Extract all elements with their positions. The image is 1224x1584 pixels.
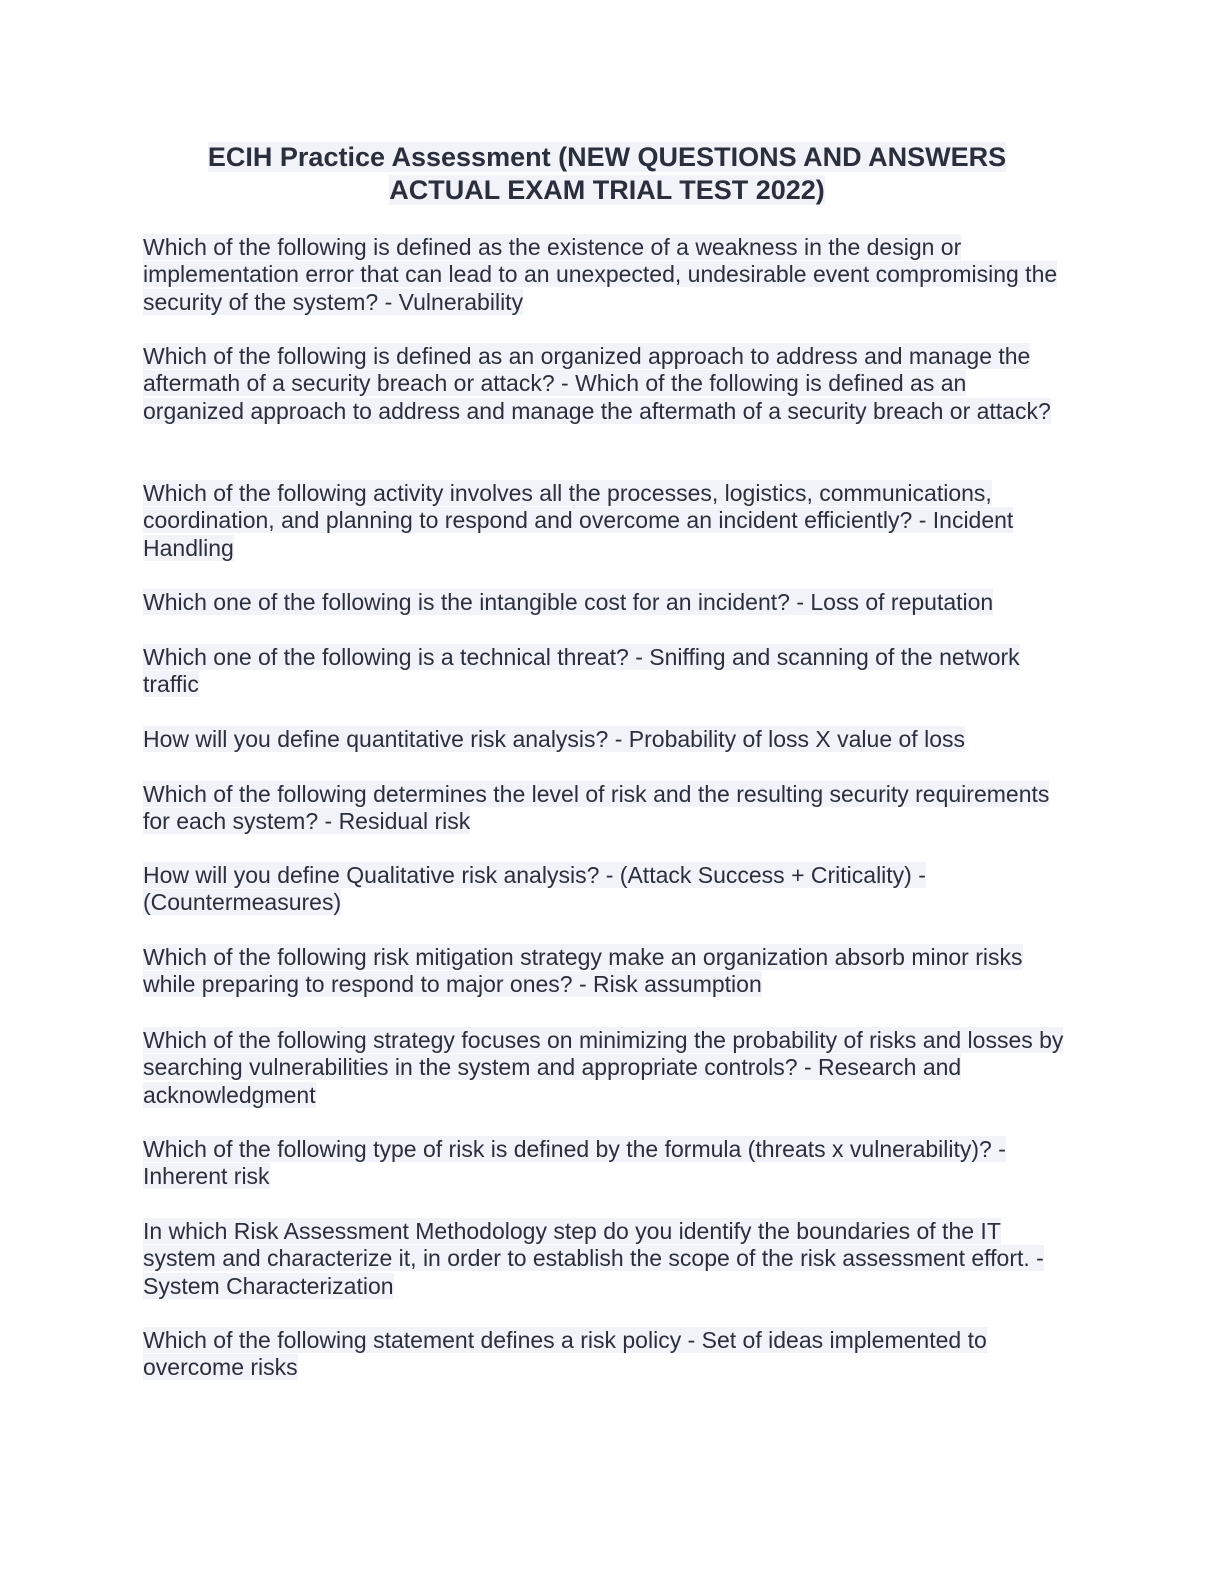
qa-item xyxy=(143,589,1073,616)
qa-text: Which of the following type of risk is defined by the formula (threats x vulnerability)? - Inherent risk xyxy=(143,1136,1006,1190)
title-line-2: ACTUAL EXAM TRIAL TEST 2022) xyxy=(389,175,825,205)
qa-text: Which of the following determines the level of risk and the resulting security requirements for each system? - Residual risk xyxy=(143,781,1050,835)
qa-text: Which of the following statement defines a risk policy - Set of ideas implemented to overcome risks xyxy=(143,1327,987,1381)
qa-text: Which of the following risk mitigation strategy make an organization absorb minor risks while preparing to respond to major ones? - Risk assumption xyxy=(143,944,1023,998)
qa-item xyxy=(143,234,1073,316)
qa-text: Which of the following strategy focuses on minimizing the probability of risks and losses by searching vulnerabilities in the system and appropriate controls? - Research and acknowledgment xyxy=(143,1027,1064,1108)
qa-item xyxy=(143,1218,1073,1300)
qa-text: Which of the following is defined as the existence of a weakness in the design or implementation error that can lead to an unexpected, undesirable event compromising the security of the system? - Vulnerability xyxy=(143,234,1058,315)
qa-text: Which one of the following is the intangible cost for an incident? - Loss of reputation xyxy=(143,589,994,615)
qa-text: How will you define quantitative risk analysis? - Probability of loss X value of loss xyxy=(143,726,965,752)
qa-text: Which of the following activity involves all the processes, logistics, communications, coordination, and planning to respond and overcome an incident efficiently? - Incident Handling xyxy=(143,480,1014,561)
title-line-1: ECIH Practice Assessment (NEW QUESTIONS AND ANSWERS xyxy=(207,142,1007,172)
qa-item xyxy=(143,644,1073,699)
document-title xyxy=(140,141,1074,207)
qa-item xyxy=(143,862,1073,917)
qa-text: In which Risk Assessment Methodology step do you identify the boundaries of the IT system and characterize it, in order to establish the scope of the risk assessment effort. - System Characterization xyxy=(143,1218,1044,1299)
qa-text: How will you define Qualitative risk analysis? - (Attack Success + Criticality) - (Countermeasures) xyxy=(143,862,926,916)
qa-item xyxy=(143,726,1073,753)
qa-item xyxy=(143,1027,1073,1109)
qa-text: Which one of the following is a technical threat? - Sniffing and scanning of the network traffic xyxy=(143,644,1020,698)
qa-text: Which of the following is defined as an organized approach to address and manage the aftermath of a security breach or attack? - Which of the following is defined as an organized approach to address and manage the aftermath of a security breach or attack? xyxy=(143,343,1051,424)
qa-item xyxy=(143,1327,1073,1382)
qa-item xyxy=(143,1136,1073,1191)
qa-item xyxy=(143,480,1073,562)
qa-item xyxy=(143,343,1073,425)
qa-item xyxy=(143,944,1073,999)
qa-item xyxy=(143,781,1073,836)
